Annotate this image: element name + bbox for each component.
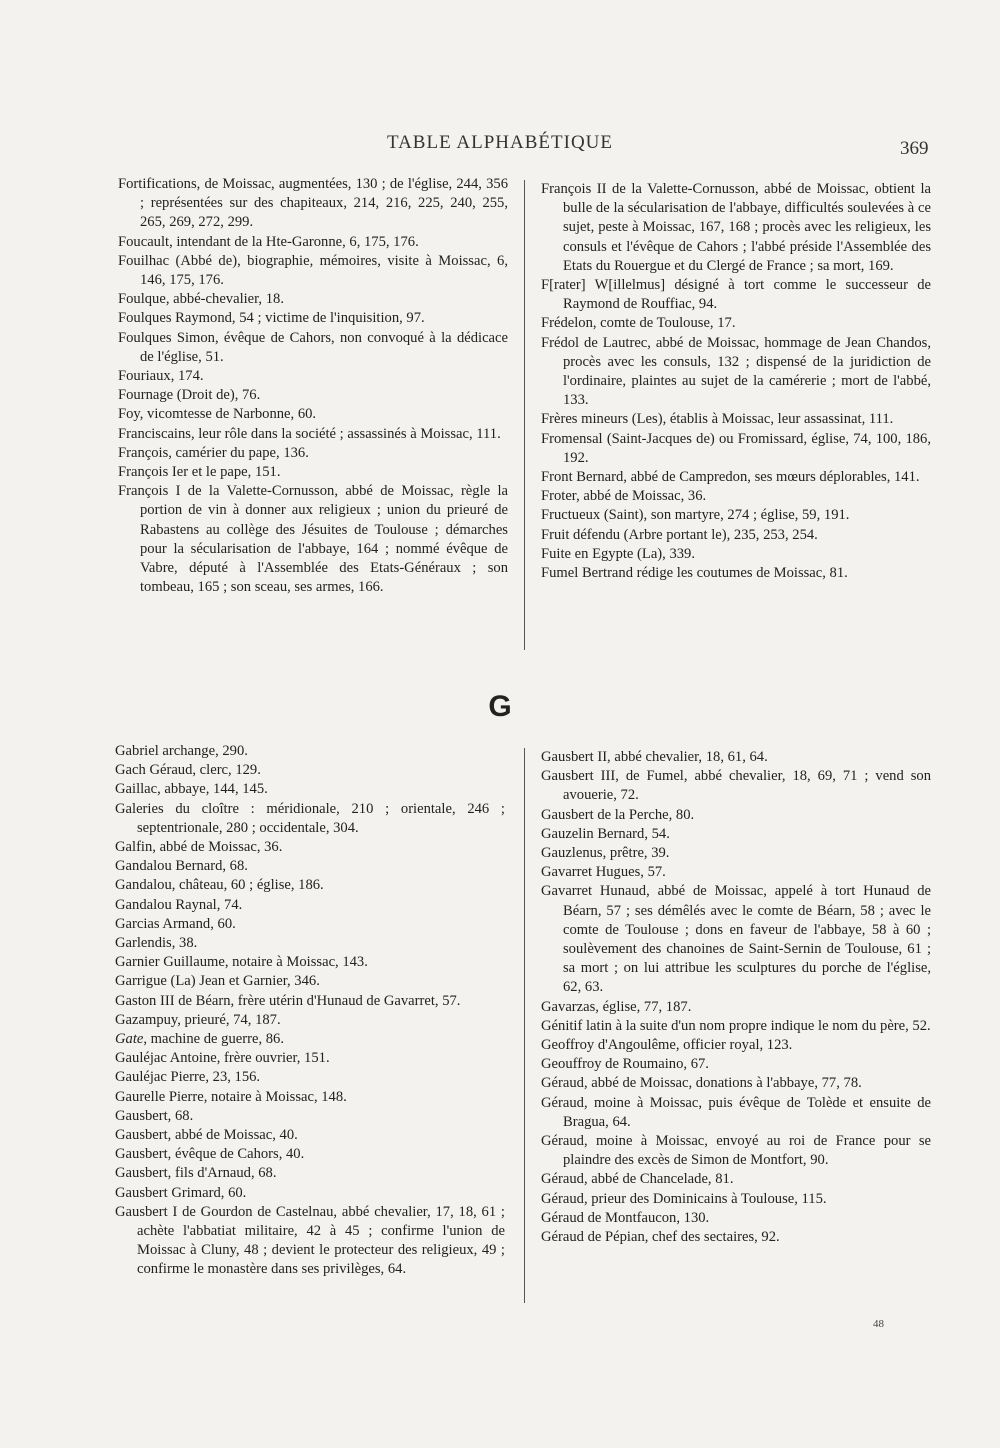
index-entry: Gavarzas, église, 77, 187. bbox=[541, 998, 692, 1015]
index-entry: Fortifications, de Moissac, augmentées, 130 ; de l'église, 244, 356 ; représentées sur des chapiteaux, 214, 216, 225, 240, 255, 265, 269, 272, 299. bbox=[118, 176, 508, 231]
section-letter: G bbox=[488, 690, 512, 723]
index-column-g-right bbox=[541, 748, 931, 1247]
index-entry: Gausbert, abbé de Moissac, 40. bbox=[115, 1127, 298, 1144]
index-entry: Gandalou Bernard, 68. bbox=[115, 858, 248, 875]
index-entry: François Ier et le pape, 151. bbox=[118, 464, 281, 481]
index-entry: Gaillac, abbaye, 144, 145. bbox=[115, 781, 268, 798]
index-entry: Garrigue (La) Jean et Garnier, 346. bbox=[115, 973, 320, 990]
index-entry: Gavarret Hugues, 57. bbox=[541, 864, 666, 881]
index-entry: Fromensal (Saint-Jacques de) ou Fromissard, église, 74, 100, 186, 192. bbox=[541, 430, 931, 466]
index-entry: Froter, abbé de Moissac, 36. bbox=[541, 488, 707, 505]
index-entry: Géraud de Pépian, chef des sectaires, 92. bbox=[541, 1229, 780, 1246]
index-entry: Foulques Raymond, 54 ; victime de l'inquisition, 97. bbox=[118, 310, 425, 327]
index-entry: Gandalou Raynal, 74. bbox=[115, 896, 243, 913]
index-entry: Gandalou, château, 60 ; église, 186. bbox=[115, 877, 324, 894]
index-entry: Géraud, abbé de Chancelade, 81. bbox=[541, 1171, 734, 1188]
index-entry: Foulque, abbé-chevalier, 18. bbox=[118, 291, 284, 308]
index-entry: Garcias Armand, 60. bbox=[115, 915, 236, 932]
index-entry: Gauléjac Pierre, 23, 156. bbox=[115, 1069, 261, 1086]
page-number: 369 bbox=[900, 138, 929, 159]
index-entry: Gach Géraud, clerc, 129. bbox=[115, 762, 261, 779]
index-entry: Gausbert, fils d'Arnaud, 68. bbox=[115, 1165, 277, 1182]
index-entry: Géraud, moine à Moissac, envoyé au roi de France pour se plaindre des excès de Simon de Montfort, 90. bbox=[541, 1133, 931, 1169]
index-entry: Géraud, moine à Moissac, puis évêque de Tolède et ensuite de Bragua, 64. bbox=[541, 1094, 931, 1130]
index-entry: Géraud, prieur des Dominicains à Toulouse, 115. bbox=[541, 1190, 827, 1207]
index-entry: Fouriaux, 174. bbox=[118, 368, 204, 385]
index-entry: François II de la Valette-Cornusson, abbé de Moissac, obtient la bulle de la sécularisation de l'abbaye, difficultés soulevées à ce sujet, peste à Moissac, 167, 168 ; procès avec les religieux, les consuls et l'évêque de Cahors ; l'abbé préside l'Assemblée des Etats du Rouergue et du Clergé de France ; sa mort, 169. bbox=[541, 181, 931, 274]
index-entry: Geouffroy de Roumaino, 67. bbox=[541, 1056, 709, 1073]
index-entry: Géraud, abbé de Moissac, donations à l'abbaye, 77, 78. bbox=[541, 1075, 862, 1092]
index-entry: Geoffroy d'Angoulême, officier royal, 123. bbox=[541, 1037, 793, 1054]
index-column-g-left bbox=[115, 742, 505, 1280]
index-entry: Fouilhac (Abbé de), biographie, mémoires, visite à Moissac, 6, 146, 175, 176. bbox=[118, 252, 508, 289]
index-entry: Garnier Guillaume, notaire à Moissac, 143. bbox=[115, 954, 368, 971]
index-entry: Génitif latin à la suite d'un nom propre indique le nom du père, 52. bbox=[541, 1017, 931, 1034]
index-entry: Fournage (Droit de), 76. bbox=[118, 387, 261, 404]
index-entry: Gausbert Grimard, 60. bbox=[115, 1184, 247, 1201]
index-entry: Front Bernard, abbé de Campredon, ses mœurs déplorables, 141. bbox=[541, 469, 920, 486]
index-entry: F[rater] W[illelmus] désigné à tort comme le successeur de Raymond de Rouffiac, 94. bbox=[541, 277, 931, 313]
index-entry: François, camérier du pape, 136. bbox=[118, 444, 309, 461]
index-entry: Gauléjac Antoine, frère ouvrier, 151. bbox=[115, 1050, 330, 1067]
index-entry: Galfin, abbé de Moissac, 36. bbox=[115, 839, 283, 856]
index-entry: Galeries du cloître : méridionale, 210 ; orientale, 246 ; septentrionale, 280 ; occidentale, 304. bbox=[115, 800, 505, 836]
index-entry: Gausbert, 68. bbox=[115, 1107, 194, 1124]
index-entry: Gausbert I de Gourdon de Castelnau, abbé chevalier, 17, 18, 61 ; achète l'abbatiat militaire, 42 à 45 ; confirme l'union de Moissac à Cluny, 48 ; devient le protecteur des religieux, 49 ; confirme le monastère dans ses privilèges, 64. bbox=[115, 1203, 505, 1278]
signature-mark: 48 bbox=[873, 1318, 884, 1330]
index-entry: Frédelon, comte de Toulouse, 17. bbox=[541, 315, 736, 332]
index-entry: Fuite en Egypte (La), 339. bbox=[541, 545, 696, 562]
index-entry: Garlendis, 38. bbox=[115, 935, 198, 952]
index-entry: Franciscains, leur rôle dans la société ; assassinés à Moissac, 111. bbox=[118, 425, 501, 442]
index-entry: Géraud de Montfaucon, 130. bbox=[541, 1209, 710, 1226]
index-entry: Gausbert, évêque de Cahors, 40. bbox=[115, 1146, 305, 1163]
index-entry: Foy, vicomtesse de Narbonne, 60. bbox=[118, 406, 317, 423]
index-entry: Gauzlenus, prêtre, 39. bbox=[541, 845, 670, 862]
index-column-f-left bbox=[118, 175, 508, 597]
index-entry: Foulques Simon, évêque de Cahors, non convoqué à la dédicace de l'église, 51. bbox=[118, 329, 508, 365]
index-entry: Fumel Bertrand rédige les coutumes de Moissac, 81. bbox=[541, 565, 848, 582]
index-entry: Gausbert II, abbé chevalier, 18, 61, 64. bbox=[541, 749, 768, 765]
index-entry: Foucault, intendant de la Hte-Garonne, 6, 175, 176. bbox=[118, 233, 419, 250]
index-entry: Frédol de Lautrec, abbé de Moissac, hommage de Jean Chandos, procès avec les consuls, 132 ; dispensé de la juridiction de l'ordinaire, plaintes au sujet de la camérerie ; mort de l'abbé, 133. bbox=[541, 334, 931, 409]
column-divider-g bbox=[524, 748, 525, 1303]
index-entry: Gaurelle Pierre, notaire à Moissac, 148. bbox=[115, 1088, 347, 1105]
index-entry: Fruit défendu (Arbre portant le), 235, 253, 254. bbox=[541, 526, 818, 543]
index-entry: Fructueux (Saint), son martyre, 274 ; église, 59, 191. bbox=[541, 507, 850, 524]
index-entry: Gausbert de la Perche, 80. bbox=[541, 806, 695, 823]
index-entry: Gate, machine de guerre, 86. bbox=[115, 1031, 284, 1048]
page-title: TABLE ALPHABÉTIQUE bbox=[387, 132, 613, 153]
index-column-f-right bbox=[541, 180, 931, 583]
index-entry: Gaston III de Béarn, frère utérin d'Hunaud de Gavarret, 57. bbox=[115, 992, 461, 1009]
index-entry: Gauzelin Bernard, 54. bbox=[541, 825, 670, 842]
column-divider-f bbox=[524, 180, 525, 650]
index-entry: Frères mineurs (Les), établis à Moissac, leur assassinat, 111. bbox=[541, 411, 894, 428]
index-entry: Gabriel archange, 290. bbox=[115, 743, 248, 759]
index-entry: François I de la Valette-Cornusson, abbé de Moissac, règle la portion de vin à donner aux religieux ; union du prieuré de Rabastens au collège des Jésuites de Toulouse ; démarches pour la sécularisation de l'abbaye, 164 ; nommé évêque de Vabre, député à l'Assemblée des Etats-Généraux ; son tombeau, 165 ; son sceau, ses armes, 166. bbox=[118, 483, 508, 596]
index-entry: Gavarret Hunaud, abbé de Moissac, appelé à tort Hunaud de Béarn, 57 ; ses démêlés avec le comte de Béarn, 58 ; avec le comte de Toulouse ; dons en faveur de l'abbaye, 58 à 60 ; soulèvement des chanoines de Saint-Sernin de Toulouse, 61 ; sa mort ; on lui attribue les sculptures du porche de l'église, 62, 63. bbox=[541, 883, 931, 996]
index-entry: Gausbert III, de Fumel, abbé chevalier, 18, 69, 71 ; vend son avouerie, 72. bbox=[541, 768, 931, 804]
index-entry: Gazampuy, prieuré, 74, 187. bbox=[115, 1011, 281, 1028]
